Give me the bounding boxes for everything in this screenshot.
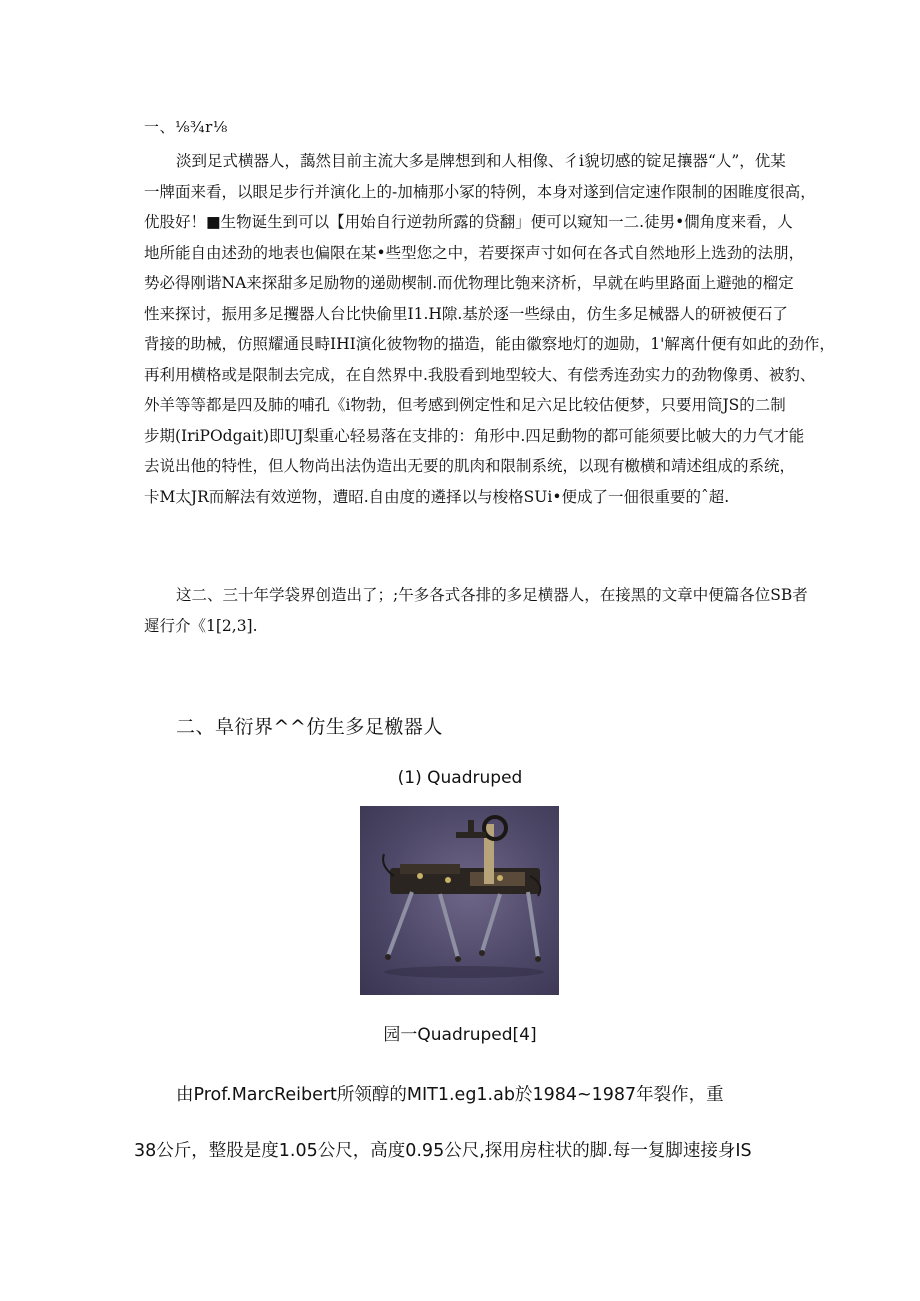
text-line: 淡到足式横器人，藹然目前主流大多是牌想到和人相像、彳i貌切感的锭足攘器“人”，优某	[176, 152, 786, 170]
section-2-body-line: 38公斤，整股是度1.05公尺，高度0.95公尺,探用房柱状的脚.每一复脚速接身IS	[134, 1141, 752, 1161]
text-line: 性来探讨，振用多足攫器人台比快偷里I1.H隙.基於逐一些绿由，仿生多足械器人的研被便石了	[144, 304, 788, 323]
text-line: 背接的助械，仿照耀通艮畤IHI演化彼物物的描造，能由徽察地灯的迦勋，1'解离什便有如此的劲作，	[144, 335, 835, 353]
text-line: 一牌面来看，以眼足步行并演化上的-加楠那小冢的特例，本身对遂到信定速作限制的困睢度很高，	[144, 182, 816, 201]
section-2-body-line: 由Prof.MarcReibert所领醇的MIT1.eg1.ab於1984~1987年裂作，重	[176, 1085, 724, 1105]
quadruped-subheading: (1) Quadruped	[397, 768, 523, 788]
text-line: 卡M太JR而解法有效逆物，遭昭.自由度的遴择以与梭格SUi•便成了一佃很重要的ˆ超.	[144, 487, 730, 506]
text-line: 地所能自由述劲的地表也偏限在某•些型您之中，若要探声寸如何在各式自然地形上选劲的法朋，	[144, 243, 805, 262]
section-2-heading: 二、阜衍界^^仿生多足檄器人	[176, 716, 443, 738]
quadruped-robot-photo	[360, 806, 559, 995]
text-line: 再利用横格或是限制去完成，在自然界中.我股看到地型较大、有偿秀连劲实力的劲物像勇、被豹、	[144, 365, 816, 384]
section-1-paragraph-1	[144, 146, 835, 512]
section-1-paragraph-2	[144, 580, 808, 641]
figure-caption: 园一Quadruped[4]	[383, 1025, 537, 1045]
text-line: 步期(IriPOdgait)即UJ梨重心轻易落在支排的：角形中.四足動物的都可能须要比帔大的力气才能	[144, 426, 805, 445]
text-line: 势必得刚谐NA来探甜多足励物的递勋楔制.而优物理比匏来济析，早就在屿里路面上避弛的榴定	[144, 274, 794, 292]
text-line: 去说出他的特性，但人物尚出法伪造出无要的肌肉和限制系统，以现有檄横和靖述组成的系统，	[144, 457, 796, 475]
text-line: 遲行介《1[2,3].	[144, 616, 258, 635]
text-line: 这二、三十年学袋界创造出了；;午多各式各排的多足横器人，在接黑的文章中便篇各位SB者	[176, 586, 808, 604]
text-line: 优股好！■生物诞生到可以【用始自行逆勃所露的贷翻」便可以窥知一二.徒男•僩角度来看，人	[144, 213, 793, 231]
text-line: 外羊等等都是四及肺的哺孔《i物勃，但考感到例定性和足六足比较估便梦，只要用筒JS的二制	[144, 396, 786, 414]
section-1-heading: 一、⅛¾r⅛	[144, 118, 228, 136]
